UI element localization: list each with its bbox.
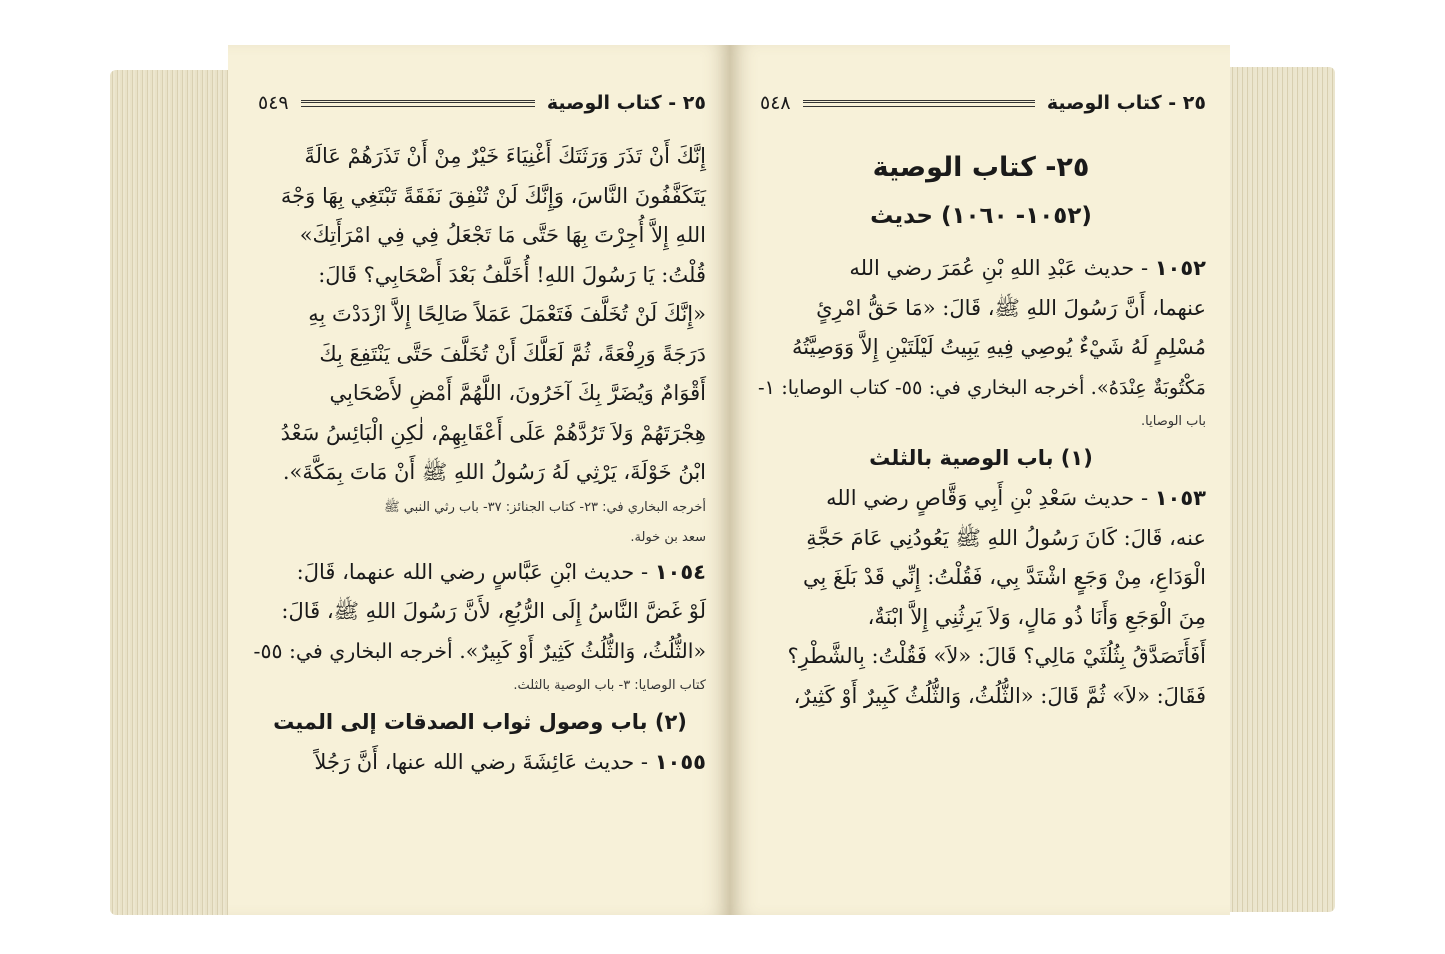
page-edges-left <box>110 70 235 915</box>
chapter-title: ٢٥- كتاب الوصية <box>872 152 1090 183</box>
footnote-source: كتاب الوصايا: ٣- باب الوصية بالثلث. <box>513 678 706 693</box>
left-page-body <box>254 137 706 783</box>
hadith-1053-line: أَفَأَتَصَدَّقُ بِثُلُثَيْ مَالِي؟ قَالَ: «لاَ» فَقُلْتُ: بِالشَّطْرِ؟ <box>787 644 1206 668</box>
text-line: «إِنَّكَ لَنْ تُخَلَّفَ فَتَعْمَلَ عَمَلاً صَالِحًا إِلاَّ ازْدَدْتَ بِهِ <box>308 302 706 326</box>
hadith-1053-line: الْوَدَاعِ، مِنْ وَجَعٍ اشْتَدَّ بِي، فَقُلْتُ: إِنِّي قَدْ بَلَغَ بِي <box>803 565 1206 589</box>
footnote-source: أخرجه البخاري في: ٢٣- كتاب الجنائز: ٣٧- باب رثي النبي ﷺ <box>383 499 706 515</box>
hadith-1053-line: عنه، قَالَ: كَانَ رَسُولُ اللهِ ﷺ يَعُودُنِي عَامَ حَجَّةِ <box>806 525 1206 550</box>
open-book <box>110 45 1335 915</box>
hadith-1052-line: عنهما، أَنَّ رَسُولَ اللهِ ﷺ، قَالَ: «مَا حَقُّ امْرِئٍ <box>816 295 1206 320</box>
section-heading: (٢) باب وصول ثواب الصدقات إلى الميت <box>273 710 687 734</box>
hadith-1055-line: ١٠٥٥ - حديث عَائِشَةَ رضي الله عنها، أَنَّ رَجُلاً <box>314 750 706 774</box>
hadith-1054-line: «الثُّلُثُ، وَالثُّلُثُ كَثِيرٌ أَوْ كَبِيرٌ». أخرجه البخاري في: ٥٥- <box>253 638 706 663</box>
hadith-1052-line: مُسْلِمٍ لَهُ شَيْءٌ يُوصِي فِيهِ يَبِيتُ لَيْلَتَيْنِ إِلاَّ وَوَصِيَّتُهُ <box>792 335 1206 359</box>
hadith-1054-line: لَوْ غَضَّ النَّاسُ إِلَى الرُّبُعِ، لأَنَّ رَسُولَ اللهِ ﷺ، قَالَ: <box>281 599 706 623</box>
right-page-number: ٥٤٨ <box>760 92 791 114</box>
text-line: اللهِ إِلاَّ أُجِرْتَ بِهَا حَتَّى مَا تَجْعَلُ فِي فِي امْرَأَتِكَ» <box>299 223 706 247</box>
header-rule <box>803 100 1035 107</box>
hadith-1053-line: ١٠٥٣ - حديث سَعْدِ بْنِ أَبِي وَقَّاصٍ رضي الله <box>826 486 1206 510</box>
header-rule <box>301 100 535 107</box>
text-line: يَتَكَفَّفُونَ النَّاسَ، وَإِنَّكَ لَنْ تُنْفِقَ نَفَقَةً تَبْتَغِي بِهَا وَجْهَ <box>280 183 706 208</box>
footnote-source: سعد بن خولة. <box>630 529 706 545</box>
text-line: ابْنُ خَوْلَةَ، يَرْثِي لَهُ رَسُولُ اللهِ ﷺ أَنْ مَاتَ بِمَكَّةَ». <box>282 460 706 484</box>
right-header-title: ٢٥ - كتاب الوصية <box>1046 92 1206 114</box>
left-page-number: ٥٤٩ <box>258 92 289 114</box>
text-line: أَقْوَامٌ وَيُضَرَّ بِكَ آخَرُونَ، اللَّهُمَّ أَمْضِ لأَصْحَابِي <box>329 381 706 405</box>
footnote-source: باب الوصايا. <box>1141 414 1206 429</box>
left-page-header <box>258 89 706 117</box>
hadith-1053-line: مِنَ الْوَجَعِ وَأَنَا ذُو مَالٍ، وَلاَ يَرِثُنِي إِلاَّ ابْنَةٌ، <box>867 604 1206 629</box>
left-header-title: ٢٥ - كتاب الوصية <box>546 92 706 114</box>
hadith-1054-line: ١٠٥٤ - حديث ابْنِ عَبَّاسٍ رضي الله عنهما، قَالَ: <box>296 559 706 584</box>
right-page <box>730 45 1230 915</box>
section-heading: (١) باب الوصية بالثلث <box>869 446 1093 470</box>
page-edges-right <box>1220 67 1335 912</box>
text-line: قُلْتُ: يَا رَسُولَ اللهِ! أُخَلَّفُ بَعْدَ أَصْحَابِي؟ قَالَ: <box>318 262 706 287</box>
text-line: دَرَجَةً وَرِفْعَةً، ثُمَّ لَعَلَّكَ أَنْ تُخَلَّفَ حَتَّى يَنْتَفِعَ بِكَ <box>319 341 706 366</box>
hadith-1052-line: مَكْتُوبَةٌ عِنْدَهُ». أخرجه البخاري في: ٥٥- كتاب الوصايا: ١- <box>757 375 1206 399</box>
hadith-1052-line: ١٠٥٢ - حديث عَبْدِ اللهِ بْنِ عُمَرَ رضي الله <box>849 256 1206 280</box>
right-page-body <box>756 137 1206 716</box>
text-line: هِجْرَتَهُمْ وَلاَ تَرُدَّهُمْ عَلَى أَعْقَابِهِمْ، لٰكِنِ الْبَائِسُ سَعْدُ <box>280 420 706 445</box>
right-page-header <box>760 89 1206 117</box>
left-page <box>228 45 730 915</box>
hadith-1053-line: فَقَالَ: «لاَ» ثُمَّ قَالَ: «الثُّلُثُ، وَالثُّلُثُ كَبِيرٌ أَوْ كَثِيرٌ، <box>793 683 1206 708</box>
text-line: إِنَّكَ أَنْ تَذَرَ وَرَثَتَكَ أَغْنِيَاءَ خَيْرٌ مِنْ أَنْ تَذَرَهُمْ عَالَةً <box>304 144 706 168</box>
hadith-range: (١٠٥٢- ١٠٦٠) حديث <box>870 203 1092 229</box>
